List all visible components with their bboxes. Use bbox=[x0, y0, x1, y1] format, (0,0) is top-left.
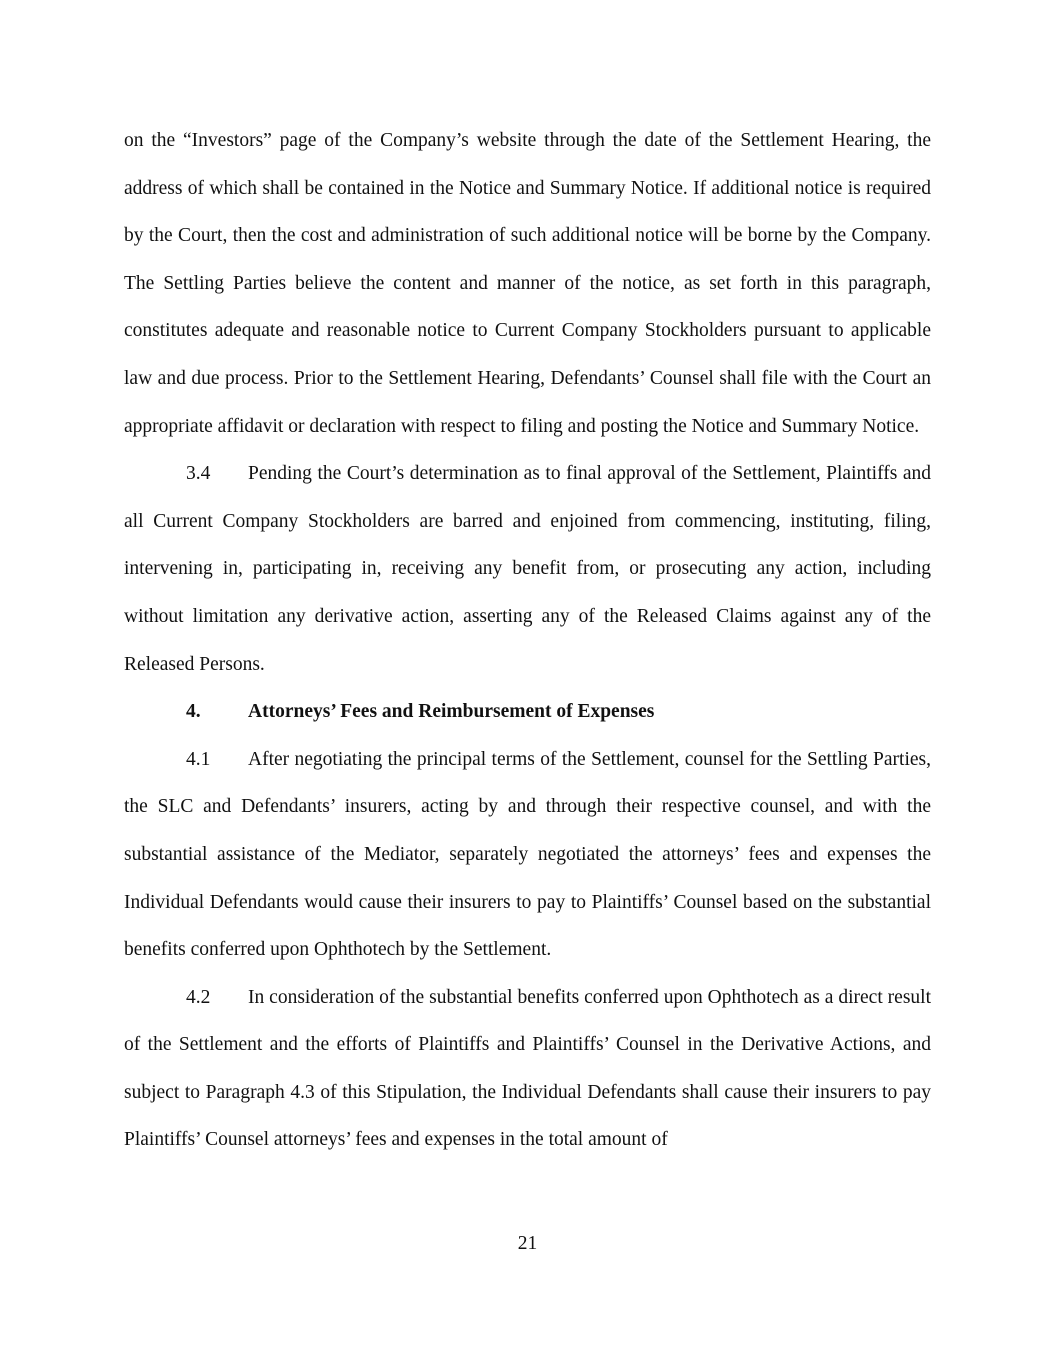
paragraph-number: 3.4 bbox=[186, 463, 211, 485]
paragraph-text: on the “Investors” page of the Company’s website through the date of the Settlement Hearing, the address of which shall be contained in the Notice and Summary Notice. If additional notice is required by the Court, then the cost and administration of such additional notice will be borne by the Company. The Settling Parties believe the content and manner of the notice, as set forth in this paragraph, constitutes adequate and reasonable notice to Current Company Stockholders pursuant to applicable law and due process. Prior to the Settlement Hearing, Defendants’ Counsel shall file with the Court an appropriate affidavit or declaration with respect to filing and posting the Notice and Summary Notice. bbox=[124, 130, 931, 437]
paragraph-text: Pending the Court’s determination as to final approval of the Settlement, Plaintiffs and all Current Company Stockholders are barred and enjoined from commencing, instituting, filing, intervening in, participating in, receiving any benefit from, or prosecuting any action, including without limitation any derivative action, asserting any of the Released Claims against any of the Released Persons. bbox=[124, 463, 931, 675]
paragraph-notice-continuation bbox=[124, 117, 931, 450]
paragraph-text: After negotiating the principal terms of the Settlement, counsel for the Settling Parties, the SLC and Defendants’ insurers, acting by and through their respective counsel, and with the substantial assistance of the Mediator, separately negotiated the attorneys’ fees and expenses the Individual Defendants would cause their insurers to pay to Plaintiffs’ Counsel based on the substantial benefits conferred upon Ophthotech by the Settlement. bbox=[124, 748, 931, 961]
section-title: Attorneys’ Fees and Reimbursement of Expenses bbox=[248, 701, 655, 723]
document-body bbox=[124, 117, 931, 1164]
section-number: 4. bbox=[186, 701, 201, 723]
paragraph-text: In consideration of the substantial benefits conferred upon Ophthotech as a direct result of the Settlement and the efforts of Plaintiffs and Plaintiffs’ Counsel in the Derivative Actions, and subject to Paragraph 4.3 of this Stipulation, the Individual Defendants shall cause their insurers to pay Plaintiffs’ Counsel attorneys’ fees and expenses in the total amount of bbox=[124, 986, 931, 1151]
section-heading-4 bbox=[124, 688, 931, 736]
paragraph-4-2 bbox=[124, 974, 931, 1164]
paragraph-4-1 bbox=[124, 736, 931, 974]
page-number: 21 bbox=[517, 1233, 538, 1254]
paragraph-number: 4.1 bbox=[186, 748, 211, 770]
paragraph-3-4 bbox=[124, 450, 931, 688]
paragraph-number: 4.2 bbox=[186, 986, 211, 1008]
